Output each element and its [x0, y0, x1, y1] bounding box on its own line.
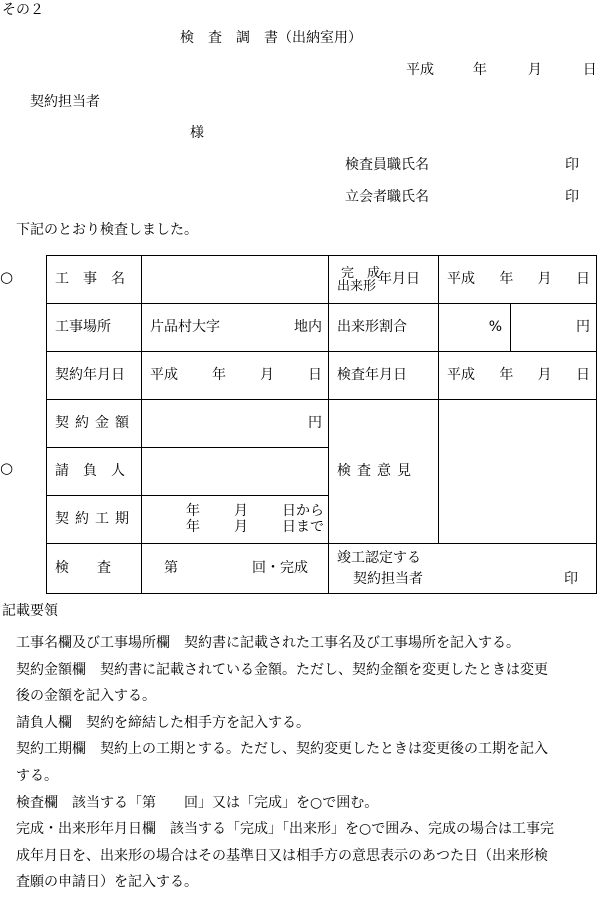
- date-year: 年: [472, 62, 487, 78]
- progress-amount[interactable]: 円: [511, 304, 597, 352]
- contractor-value[interactable]: [142, 448, 329, 496]
- date-era: 平成: [406, 62, 434, 78]
- contract-period-value[interactable]: 年 月 日から 年 月 日まで: [142, 496, 329, 544]
- contract-amount-value[interactable]: 円: [142, 400, 329, 448]
- completion-label-top: 完 成: [341, 265, 381, 281]
- date-day: 日: [582, 62, 597, 78]
- note-line: する。: [16, 767, 58, 784]
- form-number: その２: [2, 2, 44, 18]
- note-line: 検査欄 該当する「第 回」又は「完成」を○で囲む。: [16, 794, 379, 811]
- contract-date-label: 契約年月日: [47, 352, 142, 400]
- project-name-value[interactable]: [142, 256, 329, 304]
- inspector-label: 検査員職氏名: [345, 157, 429, 173]
- certifier-line2: 契約担当者: [353, 570, 423, 587]
- inspection-label: 検 査: [47, 544, 142, 594]
- contract-amount-label: 契約金額: [47, 400, 142, 448]
- inspection-table: [46, 255, 597, 594]
- project-site-value[interactable]: 片品村大字 地内: [142, 304, 329, 352]
- notes-heading: 記載要領: [2, 603, 58, 619]
- witness-seal: 印: [565, 189, 579, 205]
- note-line: 後の金額を記入する。: [16, 688, 156, 705]
- header-date: [406, 63, 597, 77]
- progress-percent[interactable]: %: [439, 304, 511, 352]
- honorific: 様: [190, 125, 204, 141]
- project-site-label: 工事場所: [47, 304, 142, 352]
- page-title: 検 査 調 書（出納室用）: [180, 30, 362, 46]
- inspection-value[interactable]: 第 回・完成: [142, 544, 329, 594]
- table-row: [47, 400, 597, 448]
- note-line: 完成・出来形年月日欄 該当する「完成」「出来形」を○で囲み、完成の場合は工事完: [16, 821, 555, 838]
- contractor-label: 請 負 人: [47, 448, 142, 496]
- contract-period-label: 契約工期: [47, 496, 142, 544]
- inspection-date-value[interactable]: 平成 年 月 日: [439, 352, 597, 400]
- inspection-opinion-label: 検査意見: [329, 400, 439, 544]
- officer-label: 契約担当者: [30, 94, 100, 110]
- completion-date-value[interactable]: 平成 年 月 日: [439, 256, 597, 304]
- circle-marker-bottom: ○: [0, 459, 14, 477]
- certifier-seal: 印: [564, 570, 578, 587]
- certifier-cell[interactable]: [329, 544, 597, 594]
- note-line: 契約工期欄 契約上の工期とする。ただし、契約変更したときは変更後の工期を記入: [16, 741, 548, 758]
- project-name-label: 工 事 名: [47, 256, 142, 304]
- date-month: 月: [527, 62, 542, 78]
- table-row: [47, 544, 597, 594]
- note-line: 成年月日を、出来形の場合はその基準日又は相手方の意思表示のあつた日（出来形検: [16, 847, 548, 864]
- inspection-opinion-value[interactable]: [439, 400, 597, 544]
- table-row: [47, 352, 597, 400]
- inspection-date-label: 検査年月日: [329, 352, 439, 400]
- progress-ratio-label: 出来形割合: [329, 304, 439, 352]
- completion-label-bottom: 出来形: [337, 278, 377, 294]
- completion-date-label: [329, 256, 439, 304]
- completion-label-suffix: 年月日: [378, 271, 421, 288]
- note-line: 査願の申請日）を記入する。: [16, 874, 198, 891]
- inspector-seal: 印: [565, 157, 579, 173]
- note-line: 請負人欄 契約を締結した相手方を記入する。: [16, 714, 310, 731]
- table-row: [47, 256, 597, 304]
- intro-text: 下記のとおり検査しました。: [16, 222, 198, 238]
- note-line: 契約金額欄 契約書に記載されている金額。ただし、契約金額を変更したときは変更: [16, 661, 548, 678]
- table-row: [47, 304, 597, 352]
- certifier-line1: 竣工認定する: [337, 550, 421, 567]
- contract-date-value[interactable]: 平成 年 月 日: [142, 352, 329, 400]
- note-line: 工事名欄及び工事場所欄 契約書に記載された工事名及び工事場所を記入する。: [16, 635, 520, 651]
- circle-marker-top: ○: [0, 268, 14, 286]
- witness-label: 立会者職氏名: [345, 189, 429, 205]
- notes-list: [16, 630, 614, 896]
